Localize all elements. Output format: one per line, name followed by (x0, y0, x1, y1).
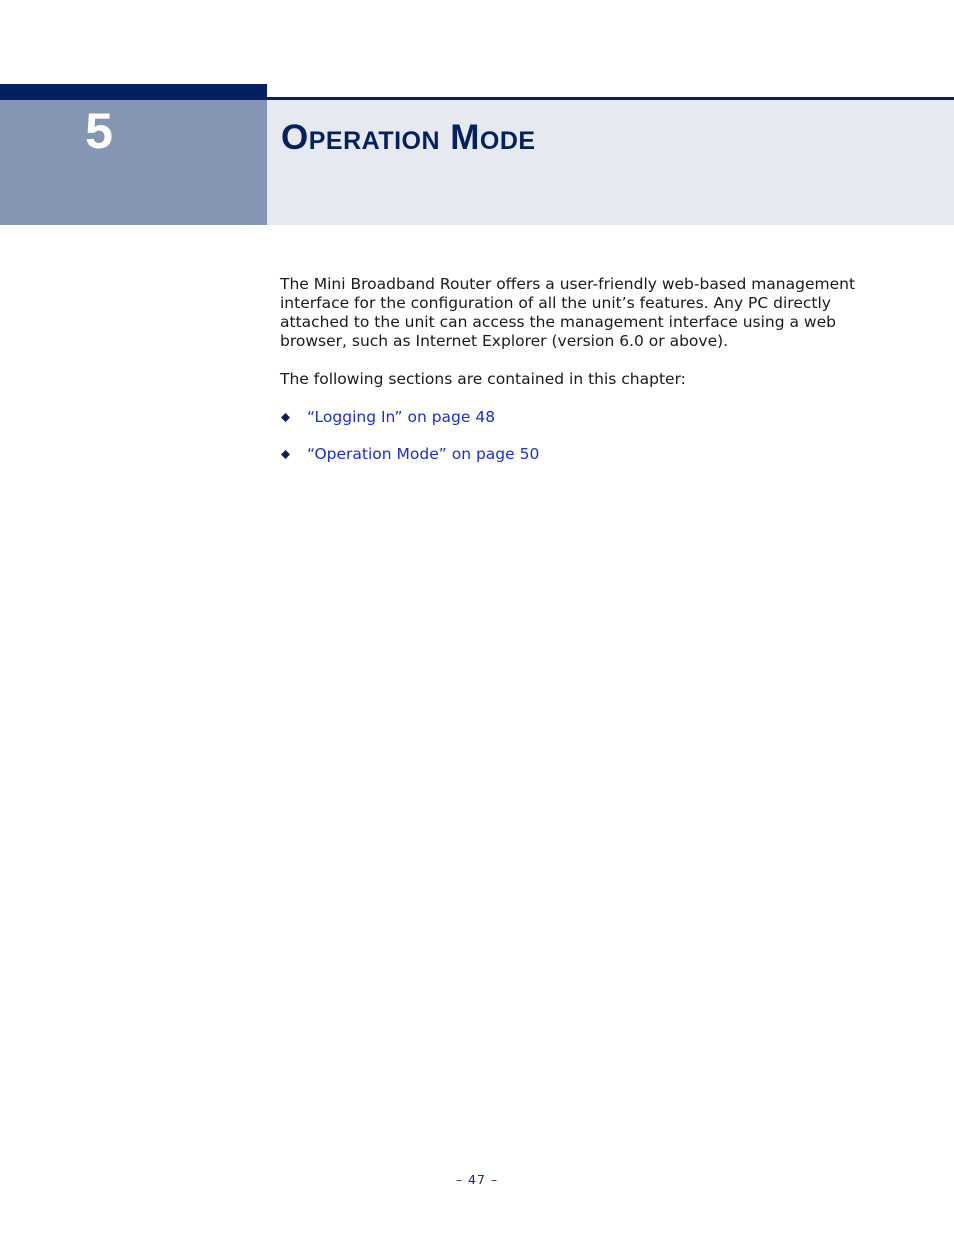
diamond-bullet-icon (281, 450, 290, 459)
chapter-title-band (267, 97, 954, 225)
title-band-top-rule (267, 97, 954, 100)
page-number: – 47 – (455, 1172, 499, 1187)
chapter-body (280, 275, 880, 482)
chapter-number-box (0, 84, 267, 225)
list-item (280, 408, 880, 427)
operation-mode-link[interactable]: “Operation Mode” on page 50 (307, 445, 540, 463)
logging-in-link[interactable]: “Logging In” on page 48 (307, 408, 496, 426)
intro-paragraph: The Mini Broadband Router offers a user-friendly web-based management interface for the configuration of all the unit’s features. Any PC directly attached to the unit can access the management interface using a web browser, such as Internet Explorer (version 6.0 or above). (280, 275, 856, 350)
diamond-bullet-icon (281, 413, 290, 422)
chapter-box-top-bar (0, 84, 267, 100)
chapter-number: 5 (85, 103, 113, 159)
section-link-list (280, 408, 880, 464)
list-item (280, 445, 880, 464)
chapter-title: Operation Mode (281, 118, 536, 157)
sections-intro-paragraph: The following sections are contained in this chapter: (280, 370, 686, 388)
